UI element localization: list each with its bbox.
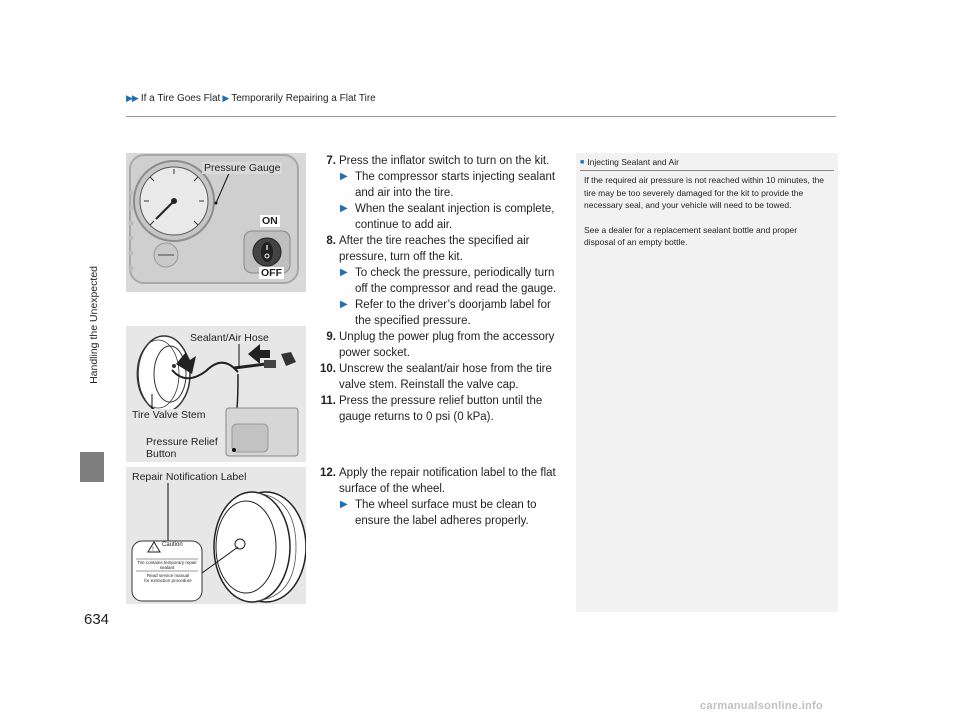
step-text: After the tire reaches the specified air pressure, turn off the kit. bbox=[339, 235, 530, 263]
caution-text: Tire contains temporary repair sealant bbox=[137, 560, 197, 570]
step-number: 12. bbox=[320, 467, 336, 479]
step-substep bbox=[339, 497, 567, 529]
header-divider bbox=[126, 116, 836, 117]
substep-text: The wheel surface must be clean to ensure the label adheres properly. bbox=[355, 499, 537, 527]
caution-title: Caution bbox=[162, 542, 183, 548]
breadcrumb-item[interactable]: If a Tire Goes Flat bbox=[140, 93, 221, 104]
page-number: 634 bbox=[84, 611, 110, 628]
repair-notification-label-text: Repair Notification Label bbox=[132, 471, 247, 483]
triangle-bullet-icon: ▶ bbox=[340, 171, 348, 182]
step-text: Press the inflator switch to turn on the kit. bbox=[339, 155, 550, 167]
chevron-right-icon: ▶ bbox=[126, 93, 133, 103]
step-number: 11. bbox=[320, 395, 336, 407]
on-label: ON bbox=[262, 215, 278, 227]
triangle-bullet-icon: ▶ bbox=[340, 203, 348, 214]
chevron-right-icon: ▶ bbox=[222, 93, 230, 103]
step-item bbox=[317, 393, 567, 425]
figure-pressure-gauge bbox=[126, 153, 306, 292]
watermark: carmanualsonline.info bbox=[700, 700, 824, 712]
step-number: 8. bbox=[326, 235, 336, 247]
step-item bbox=[317, 329, 567, 361]
off-label: OFF bbox=[261, 267, 282, 279]
step-substep bbox=[339, 265, 567, 297]
step-substep bbox=[339, 297, 567, 329]
substep-text: When the sealant injection is complete, continue to add air. bbox=[355, 203, 555, 231]
triangle-bullet-icon: ▶ bbox=[340, 267, 348, 278]
section-tab-marker bbox=[80, 452, 104, 482]
step-item bbox=[317, 233, 567, 329]
step-text: Press the pressure relief button until the gauge returns to 0 psi (0 kPa). bbox=[339, 395, 543, 423]
section-tab-label: Handling the Unexpected bbox=[88, 266, 100, 384]
tire-label-illustration bbox=[126, 467, 306, 604]
svg-text:!: ! bbox=[152, 547, 154, 553]
triangle-bullet-icon: ▶ bbox=[340, 299, 348, 310]
sidebar-paragraph: See a dealer for a replacement sealant bottle and proper disposal of an empty bottle. bbox=[584, 224, 798, 247]
sidebar-heading-text: Injecting Sealant and Air bbox=[587, 157, 679, 167]
sidebar-divider bbox=[580, 170, 834, 171]
pressure-gauge-label: Pressure Gauge bbox=[204, 162, 281, 174]
pressure-relief-button-label: Pressure Relief Button bbox=[146, 436, 218, 460]
substep-text: To check the pressure, periodically turn off the compressor and read the gauge. bbox=[355, 267, 557, 295]
sidebar-body bbox=[584, 174, 828, 261]
tire-valve-stem-label: Tire Valve Stem bbox=[132, 409, 206, 421]
step-substep bbox=[339, 201, 567, 233]
spacer bbox=[317, 425, 567, 465]
sidebar-heading bbox=[580, 157, 679, 167]
substep-text: The compressor starts injecting sealant and air into the tire. bbox=[355, 171, 556, 199]
step-item bbox=[317, 465, 567, 529]
step-text: Unscrew the sealant/air hose from the tire valve stem. Reinstall the valve cap. bbox=[339, 363, 552, 391]
step-item bbox=[317, 153, 567, 233]
step-text: Unplug the power plug from the accessory power socket. bbox=[339, 331, 555, 359]
note-marker-icon: ■ bbox=[580, 158, 585, 166]
breadcrumb-item[interactable]: Temporarily Repairing a Flat Tire bbox=[231, 93, 376, 104]
triangle-bullet-icon: ▶ bbox=[340, 499, 348, 510]
caution-subtext: Read service manual for extraction procedure bbox=[144, 573, 192, 583]
sidebar-note bbox=[576, 153, 838, 612]
section-tab bbox=[84, 210, 104, 440]
step-substep bbox=[339, 169, 567, 201]
step-item bbox=[317, 361, 567, 393]
instruction-steps bbox=[317, 153, 567, 529]
figure-repair-label bbox=[126, 467, 306, 604]
step-text: Apply the repair notification label to the flat surface of the wheel. bbox=[339, 467, 556, 495]
substep-text: Refer to the driver’s doorjamb label for the specified pressure. bbox=[355, 299, 551, 327]
sealant-hose-label: Sealant/Air Hose bbox=[190, 332, 269, 344]
breadcrumb bbox=[126, 93, 376, 104]
figure-sealant-hose bbox=[126, 326, 306, 462]
sidebar-paragraph: If the required air pressure is not reached within 10 minutes, the tire may be too severely damaged for the kit to provide the necessary seal, and your vehicle will need to be towed. bbox=[584, 175, 825, 210]
step-number: 10. bbox=[320, 363, 336, 375]
chevron-right-icon: ▶ bbox=[131, 93, 139, 103]
step-number: 7. bbox=[326, 155, 336, 167]
step-number: 9. bbox=[326, 331, 336, 343]
